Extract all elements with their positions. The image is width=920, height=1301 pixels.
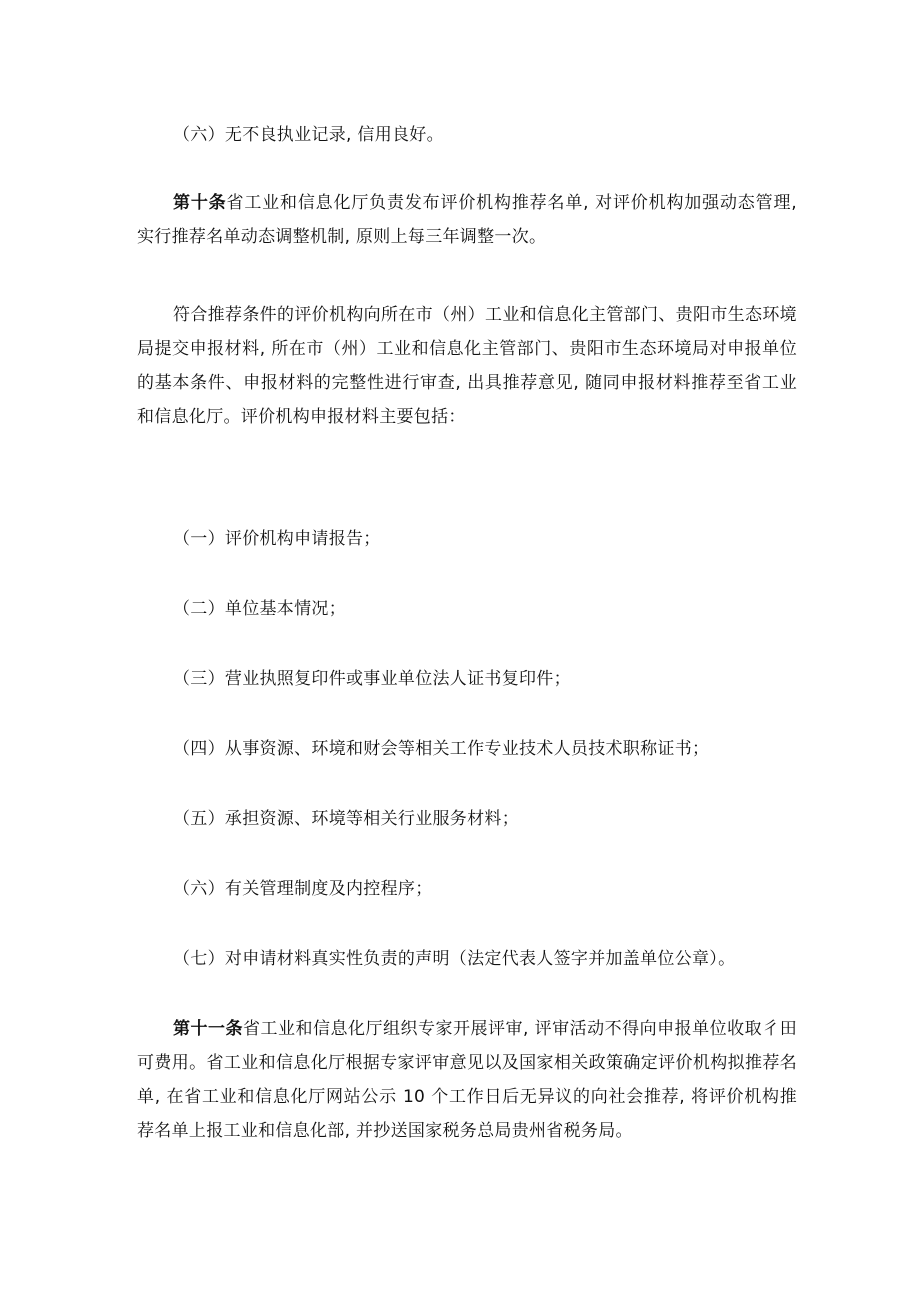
list-item-6: （六）有关管理制度及内控程序； [173, 879, 433, 899]
article-10 [137, 186, 797, 254]
article-10-heading: 第十条 [173, 193, 227, 213]
list-item-4: （四）从事资源、环境和财会等相关工作专业技术人员技术职称证书； [173, 739, 710, 759]
list-item-5: （五）承担资源、环境等相关行业服务材料； [173, 809, 519, 829]
list-item-7: （七）对申请材料真实性负责的声明（法定代表人签字并加盖单位公章）。 [173, 949, 736, 969]
article-11 [137, 1012, 797, 1148]
list-item-3: （三）营业执照复印件或事业单位法人证书复印件； [173, 669, 571, 689]
paragraph-item-6-prev: （六）无不良执业记录, 信用良好。 [173, 125, 444, 145]
article-11-body: 省工业和信息化厅组织专家开展评审, 评审活动不得向申报单位收取彳田可费用。省工业和信息化厅根据专家评审意见以及国家相关政策确定评价机构拟推荐名单, 在省工业和信息化厅网站公示 10 个工作日后无异议的向社会推荐, 将评价机构推荐名单上报工业和信息化部, 并抄送国家税务总局贵州省税务局。 [137, 1019, 797, 1141]
list-item-2: （二）单位基本情况； [173, 599, 346, 619]
list-item-1: （一）评价机构申请报告； [173, 529, 381, 549]
paragraph-apply: 符合推荐条件的评价机构向所在市（州）工业和信息化主管部门、贵阳市生态环境局提交申报材料, 所在市（州）工业和信息化主管部门、贵阳市生态环境局对申报单位的基本条件、申报材料的完整性进行审查, 出具推荐意见, 随同申报材料推荐至省工业和信息化厅。评价机构申报材料主要包括： [137, 305, 797, 427]
article-11-heading: 第十一条 [173, 1019, 244, 1039]
article-10-body: 省工业和信息化厅负责发布评价机构推荐名单, 对评价机构加强动态管理, 实行推荐名单动态调整机制, 原则上每三年调整一次。 [137, 193, 797, 247]
